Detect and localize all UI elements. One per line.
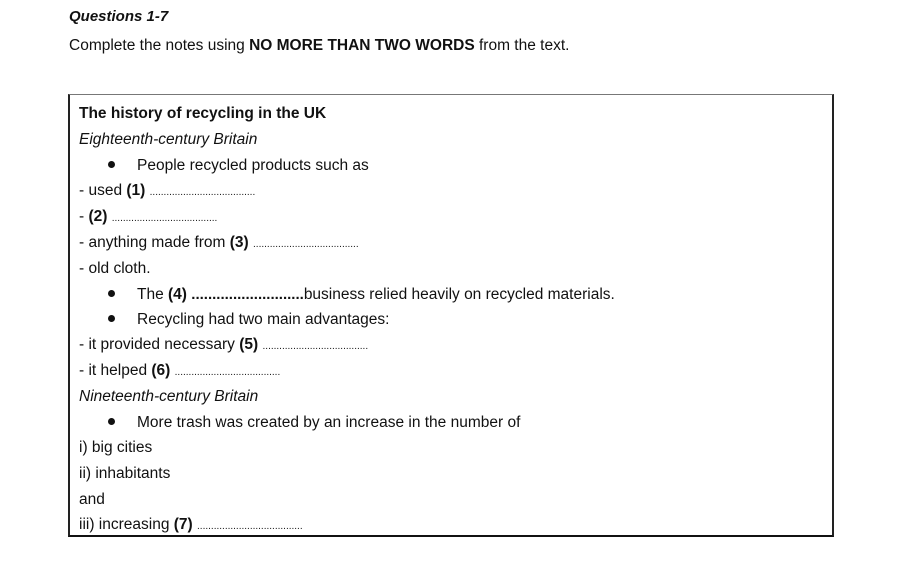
answer-blank-2[interactable]: ...................................... <box>111 213 218 224</box>
note-text: - it provided necessary <box>79 336 240 353</box>
question-number: (6) <box>151 362 171 379</box>
instruction-text: Complete the notes using <box>69 37 250 54</box>
bullet-item <box>108 413 520 433</box>
answer-blank-5[interactable]: ...................................... <box>262 341 369 352</box>
note-item-1 <box>79 181 255 203</box>
bullet-item <box>108 310 389 330</box>
question-number: (1) <box>126 182 146 199</box>
bullet-text: The <box>137 286 169 303</box>
bullet-icon <box>108 161 115 168</box>
bullet-icon <box>108 290 115 297</box>
questions-title: Questions 1-7 <box>69 8 169 25</box>
answer-blank-6[interactable]: ...................................... <box>174 367 281 378</box>
note-text: - <box>79 208 89 225</box>
note-item-7: i) big cities <box>79 439 153 456</box>
note-text: - used <box>79 182 127 199</box>
note-item-6 <box>79 361 280 383</box>
bullet-text: business relied heavily on recycled materials. <box>303 286 615 303</box>
bullet-text: More trash was created by an increase in the number of <box>137 414 521 431</box>
question-number: (5) <box>239 336 259 353</box>
note-text: - it helped <box>79 362 152 379</box>
note-item-10 <box>79 515 303 537</box>
bullet-item <box>108 285 615 305</box>
answer-blank-3[interactable]: ...................................... <box>253 239 359 250</box>
note-item-9: and <box>79 491 105 508</box>
note-text: - anything made from <box>79 234 230 251</box>
instruction-text-end: from the text. <box>474 37 570 54</box>
instructions <box>69 37 569 55</box>
bullet-text: Recycling had two main advantages: <box>137 311 390 328</box>
bullet-item <box>108 156 369 176</box>
note-item-3 <box>79 233 359 255</box>
question-number: (3) <box>229 234 249 251</box>
notes-title <box>79 104 326 124</box>
note-item-8: ii) inhabitants <box>79 465 171 482</box>
question-number: (4) <box>168 286 187 303</box>
question-number: (2) <box>88 208 108 225</box>
bullet-icon <box>108 418 115 425</box>
answer-blank-1[interactable]: ...................................... <box>149 187 256 198</box>
answer-blank-7[interactable]: ...................................... <box>197 521 303 532</box>
section-heading-text: Eighteenth-century Britain <box>79 131 258 148</box>
section-heading-18th <box>79 130 257 150</box>
section-heading-text: Nineteenth-century Britain <box>79 388 259 405</box>
instruction-word-limit: NO MORE THAN TWO WORDS <box>249 37 475 54</box>
bullet-text: People recycled products such as <box>137 157 369 174</box>
notes-title-text: The history of recycling in the UK <box>79 105 327 122</box>
note-item-4: - old cloth. <box>79 260 151 277</box>
notes-box <box>68 94 834 537</box>
answer-blank-4[interactable]: ........................... <box>191 286 304 303</box>
section-heading-19th <box>79 387 258 407</box>
note-item-2 <box>79 207 217 229</box>
bullet-icon <box>108 315 115 322</box>
note-text: iii) increasing <box>79 516 174 533</box>
question-number: (7) <box>173 516 193 533</box>
note-item-5 <box>79 335 368 357</box>
